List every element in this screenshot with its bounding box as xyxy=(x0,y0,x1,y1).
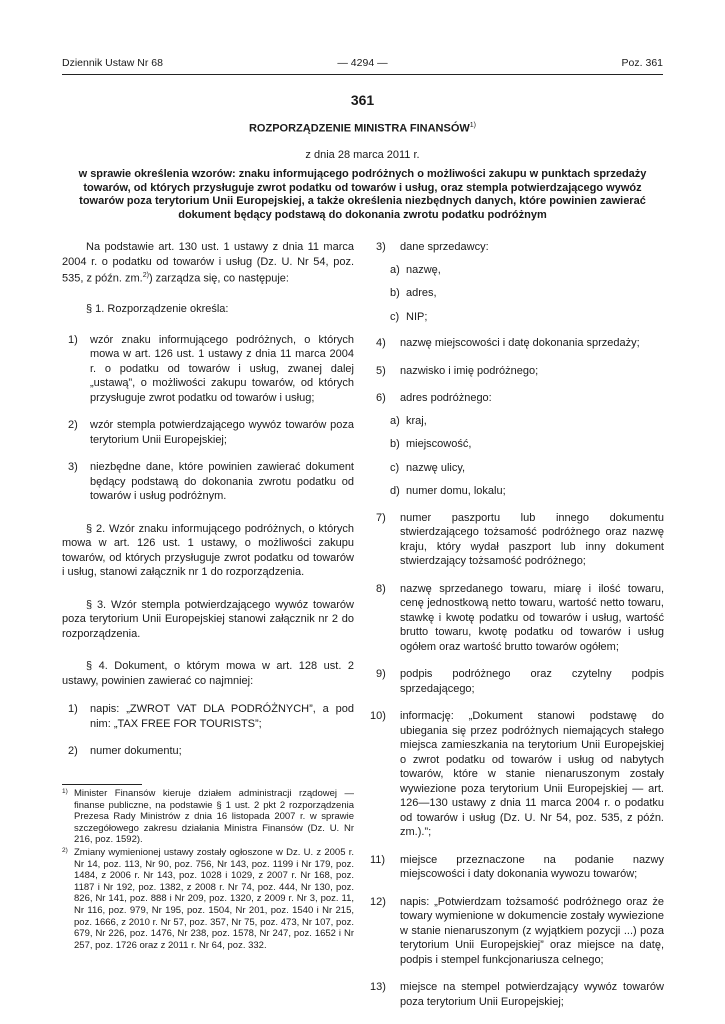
item-text: napis: „Potwierdzam tożsamość podróżnego oraz że towary wymienione w dokumencie zostały wywiezione w stanie nienaruszonym (z wyjątkiem pozycji ...) poza terytorium Unii Europejskiej” oraz miejsce na datę, podpis i stempel funkcjonariusza celnego; xyxy=(400,895,664,966)
item-number: 1) xyxy=(68,703,78,716)
sub-letter: b) xyxy=(390,438,400,450)
footnote-mark: 2) xyxy=(62,846,68,854)
section-1-item xyxy=(62,460,354,504)
item-number: 10) xyxy=(370,710,386,722)
item-text: wzór stempla potwierdzającego wywóz towarów poza terytorium Unii Europejskiej; xyxy=(90,419,354,446)
position-number: Poz. 361 xyxy=(621,57,663,69)
sub-text: NIP; xyxy=(406,310,428,323)
sub-text: nazwę ulicy, xyxy=(406,461,466,474)
section-1-item xyxy=(62,418,354,447)
sub-letter: a) xyxy=(390,414,400,427)
item-number: 3) xyxy=(68,461,78,474)
journal-name: Dziennik Ustaw Nr 68 xyxy=(62,57,163,69)
right-column xyxy=(372,240,664,1022)
sub-letter: c) xyxy=(390,461,400,474)
section-4-item xyxy=(372,667,664,696)
item-text: napis: „ZWROT VAT DLA PODRÓŻNYCH”, a pod nim: „TAX FREE FOR TOURISTS”; xyxy=(90,703,354,730)
preamble-footnote-ref: 2) xyxy=(142,272,149,279)
sub-list xyxy=(372,263,664,325)
section-4-item xyxy=(62,744,354,759)
header-rule xyxy=(62,74,663,75)
item-text: podpis podróżnego oraz czytelny podpis sprzedającego; xyxy=(400,668,664,695)
item-text: nazwisko i imię podróżnego; xyxy=(400,364,539,377)
item-text: nazwę miejscowości i datę dokonania sprzedaży; xyxy=(400,337,640,349)
section-4-item xyxy=(372,895,664,968)
sub-text: numer domu, lokalu; xyxy=(406,485,506,497)
sub-item xyxy=(372,286,664,301)
section-1-item xyxy=(62,333,354,406)
section-4-item xyxy=(372,709,664,840)
item-text: miejsce na stempel potwierdzający wywóz towarów poza terytorium Unii Europejskiej; xyxy=(400,981,664,1008)
item-number: 3) xyxy=(376,241,386,253)
footnote-text: Minister Finansów kieruje działem administracji rządowej — finanse publiczne, na podstawie § 1 ust. 2 pkt 2 rozporządzenia Prezesa Rady Ministrów z dnia 16 listopada 2007 r. w sprawie szczegółowego zakresu działania Ministra Finansów (Dz. U. Nr 216, poz. 1592). xyxy=(74,788,354,846)
sub-item xyxy=(372,461,664,476)
page-number: — 4294 — xyxy=(337,57,388,69)
act-title-text: ROZPORZĄDZENIE MINISTRA FINANSÓW xyxy=(248,122,470,135)
sub-letter: d) xyxy=(390,485,400,497)
footnote-mark: 1) xyxy=(62,788,68,795)
item-number: 1) xyxy=(68,333,78,346)
section-1-intro: § 1. Rozporządzenie określa: xyxy=(86,303,229,316)
act-date: z dnia 28 marca 2011 r. xyxy=(305,149,420,161)
sub-letter: a) xyxy=(390,263,400,276)
section-4-item xyxy=(372,336,664,351)
item-number: 6) xyxy=(376,392,386,404)
running-header xyxy=(62,57,663,71)
sub-item xyxy=(372,484,664,499)
item-number: 5) xyxy=(376,364,386,377)
sub-text: adres, xyxy=(406,287,437,299)
act-title xyxy=(0,122,725,135)
section-4-item xyxy=(372,582,664,655)
item-text: dane sprzedawcy: xyxy=(400,241,489,253)
item-number: 4) xyxy=(376,337,386,349)
footnote-rule xyxy=(62,784,142,785)
footnotes xyxy=(62,788,354,952)
footnote xyxy=(62,788,354,846)
item-number: 8) xyxy=(376,582,386,595)
item-number: 2) xyxy=(68,745,78,758)
item-number: 11) xyxy=(370,853,386,866)
item-text: informację: „Dokument stanowi podstawę do ubiegania się przez podróżnych niemających stałego miejsca zamieszkania na terytorium Unii Europejskiej o zwrot podatku od towarów i usług od nabytych towarów, które w stanie nienaruszonym zostały wywiezione poza terytorium Unii Europejskiej — art. 126—130 ustawy z dnia 11 marca 2004 r. o podatku od towarów i usług (Dz. U. Nr 54, poz. 535, z późn. zm.).”; xyxy=(400,710,664,838)
section-4-item xyxy=(372,980,664,1009)
item-number: 7) xyxy=(376,511,386,524)
item-text: nazwę sprzedanego towaru, miarę i ilość towaru, cenę jednostkową netto towaru, wartość netto towaru, stawkę i kwotę podatku od towarów i usług, wartość brutto towaru, kwotę podatku od towarów i usług ogółem oraz wartość brutto towarów ogółem; xyxy=(400,582,664,653)
sub-item xyxy=(372,437,664,452)
left-column xyxy=(62,240,354,772)
act-title-footnote-ref: 1) xyxy=(469,122,477,129)
sub-item xyxy=(372,414,664,429)
footnote xyxy=(62,847,354,951)
section-4-item xyxy=(372,511,664,569)
item-text: miejsce przeznaczone na podanie nazwy miejscowości i daty dokonania wywozu towarów; xyxy=(400,853,664,880)
sub-item xyxy=(372,310,664,325)
section-4-item xyxy=(372,240,664,255)
preamble xyxy=(62,240,354,286)
section-3: § 3. Wzór stempla potwierdzającego wywóz towarów poza terytorium Unii Europejskiej stanowi załącznik nr 2 do rozporządzenia. xyxy=(62,598,354,640)
preamble-text-2: ) zarządza się, co następuje: xyxy=(148,272,289,285)
section-4-item xyxy=(372,391,664,406)
footnote-text: Zmiany wymienionej ustawy zostały ogłoszone w Dz. U. z 2005 r. Nr 14, poz. 113, Nr 90, poz. 756, Nr 143, poz. 1199 i Nr 179, poz. 1484, z 2006 r. Nr 143, poz. 1028 i 1029, z 2007 r. Nr 168, poz. 1187 i Nr 192, poz. 1382, z 2008 r. Nr 74, poz. 444, Nr 130, poz. 826, Nr 141, poz. 888 i Nr 209, poz. 1320, z 2009 r. Nr 3, poz. 11, Nr 116, poz. 979, Nr 195, poz. 1504, Nr 201, poz. 1540 i Nr 215, poz. 1666, z 2010 r. Nr 57, poz. 357, Nr 75, poz. 473, Nr 107, poz. 679, Nr 226, poz. 1476, Nr 238, poz. 1578, Nr 247, poz. 1652 i Nr 257, poz. 1726 oraz z 2011 r. Nr 64, poz. 332. xyxy=(74,846,354,951)
item-text: numer dokumentu; xyxy=(90,745,182,758)
section-4-item xyxy=(62,702,354,731)
section-4-intro: § 4. Dokument, o którym mowa w art. 128 ust. 2 ustawy, powinien zawierać co najmniej: xyxy=(62,660,354,687)
item-number: 9) xyxy=(376,668,386,680)
item-number: 12) xyxy=(370,895,386,908)
item-number: 13) xyxy=(370,981,386,993)
section-4-item xyxy=(372,853,664,882)
item-text: niezbędne dane, które powinien zawierać dokument będący podstawą do dokonania zwrotu podatku od towarów i usług podróżnym. xyxy=(90,461,354,503)
sub-text: miejscowość, xyxy=(406,438,472,450)
item-text: wzór znaku informującego podróżnych, o których mowa w art. 126 ust. 1 ustawy z dnia 11 marca 2004 r. o podatku od towarów i usług, zwanej dalej „ustawą”, o możliwości zakupu towarów, od których przysługuje zwrot podatku od towarów i usług; xyxy=(90,333,354,404)
item-text: numer paszportu lub innego dokumentu stwierdzającego tożsamość podróżnego oraz nazwę kraju, który wydał paszport lub inny dokument stwierdzający tożsamość podróżnego; xyxy=(400,511,664,567)
section-2: § 2. Wzór znaku informującego podróżnych, o których mowa w art. 126 ust. 1 ustawy, o możliwości zakupu towarów, od których przysługuje zwrot podatku od towarów i usług, stanowi załącznik nr 1 do rozporządzenia. xyxy=(62,522,354,579)
sub-letter: b) xyxy=(390,287,400,299)
sub-text: nazwę, xyxy=(406,263,441,276)
item-text: adres podróżnego: xyxy=(400,392,492,404)
preamble-text-1: Na podstawie art. 130 ust. 1 ustawy z dnia 11 marca 2004 r. o podatku od towarów i usług (Dz. U. Nr 54, poz. 535, z późn. zm. xyxy=(62,241,354,285)
sub-item xyxy=(372,263,664,278)
section-4-item xyxy=(372,364,664,379)
act-subject: w sprawie określenia wzorów: znaku informującego podróżnych o możliwości zakupu w punktach sprzedaży towarów, od których przysługuje zwrot podatku od towarów i usług, oraz stempla potwierdzającego wywóz towarów poza terytorium Unii Europejskiej, a także określenia niezbędnych danych, które powinien zawierać dokument będący podstawą do dokonania zwrotu podatku podróżnym xyxy=(78,168,647,221)
sub-text: kraj, xyxy=(406,414,427,427)
item-number: 2) xyxy=(68,419,78,432)
sub-letter: c) xyxy=(390,310,400,323)
sub-list xyxy=(372,414,664,499)
act-number: 361 xyxy=(350,92,375,108)
